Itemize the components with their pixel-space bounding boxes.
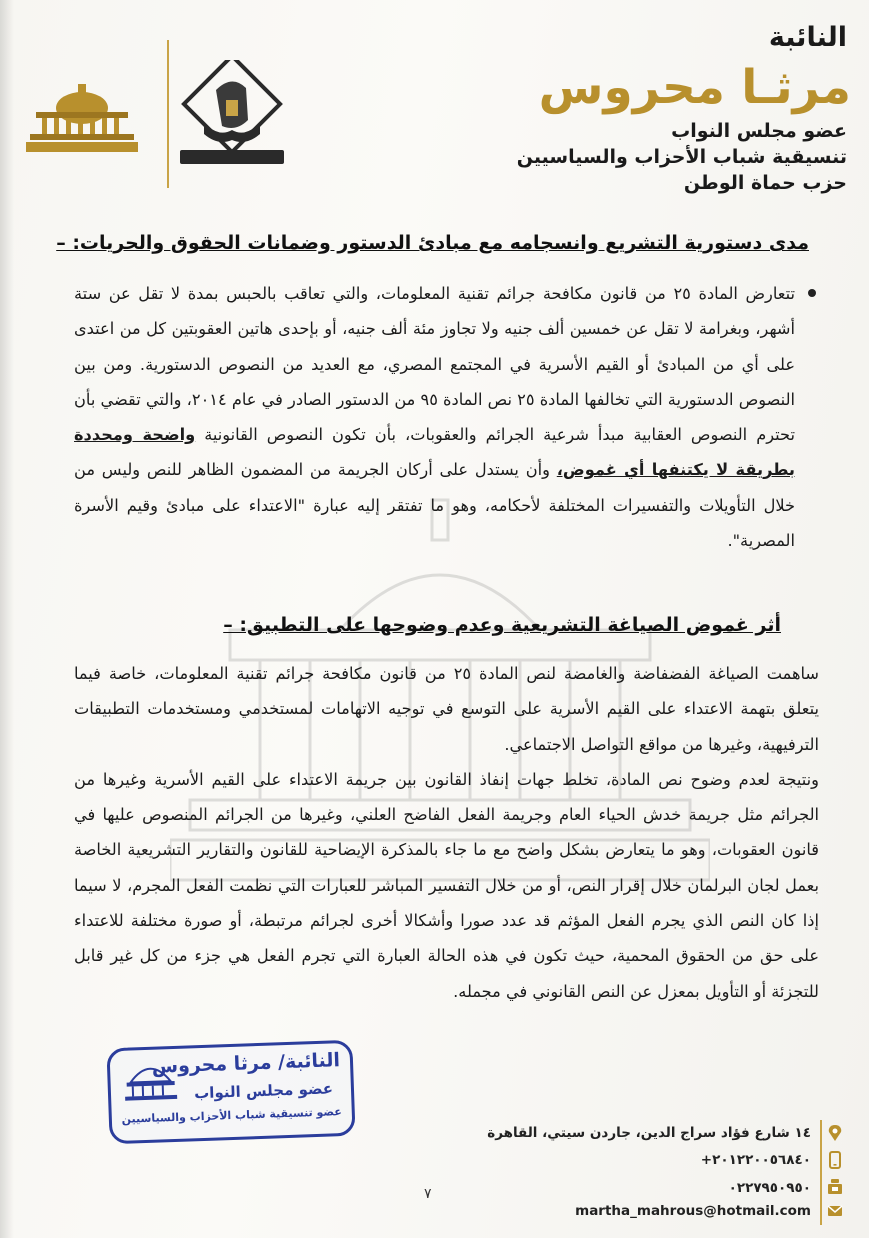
email-icon — [826, 1202, 844, 1220]
header-title: النائبة — [768, 22, 847, 53]
header-coordination: تنسيقية شباب الأحزاب والسياسيين — [516, 146, 847, 168]
section1-text-b: وأن يستدل على أركان الجريمة من المضمون الظاهر للنص وليس من خلال التأويلات والتفسيرات المختلفة لأحكامه، وهو ما تفتقر إليه عبارة "الاعتداء على مبادئ وقيم الأسرة المصرية". — [74, 460, 795, 551]
coordination-logo — [176, 60, 288, 170]
location-pin-icon — [826, 1124, 844, 1142]
header-divider — [167, 40, 169, 188]
header-role: عضو مجلس النواب — [671, 120, 847, 142]
section2-paragraph1 — [74, 656, 819, 1009]
page-number: ٧ — [424, 1186, 432, 1202]
section1-paragraph — [74, 276, 795, 558]
section2-text-1: ساهمت الصياغة الفضفاضة والغامضة لنص المادة ٢٥ من قانون مكافحة جرائم تقنية المعلومات، خاصة فيما يتعلق بتهمة الاعتداء على القيم الأسرية على التوسع في توجيه الاتهامات لمستخدمي ومستخدمات التطبيقات الترفيهية، وغيرها من مواقع التواصل الاجتماعي. — [74, 664, 819, 754]
mobile-phone-icon — [826, 1151, 844, 1169]
parliament-logo — [24, 82, 140, 154]
stamp-name: النائبة/ مرثا محروس — [151, 1049, 341, 1078]
header-name: مرثـا محروس — [538, 60, 851, 115]
section1-text-bold: واضحة ومحددة بطريقة لا يكتنفها أي غموض، — [74, 425, 795, 480]
section2-heading: أثر غموض الصياغة التشريعية وعدم وضوحها على التطبيق: – — [223, 614, 781, 636]
header-party: حزب حماة الوطن — [683, 172, 847, 194]
footer-phone: ٠٢٢٧٩٥٠٩٥٠ — [728, 1180, 811, 1196]
stamp-coordination: عضو تنسيقية شباب الأحزاب والسياسيين — [121, 1105, 342, 1126]
footer-email[interactable]: martha_mahrous@hotmail.com — [575, 1203, 811, 1219]
footer-mobile: +٢٠١٢٢٠٠٥٦٨٤٠ — [700, 1152, 811, 1168]
page-shadow — [0, 0, 14, 1238]
footer-address: ١٤ شارع فؤاد سراج الدين، جاردن سيتي، القاهرة — [487, 1125, 811, 1141]
section2-text-2: ونتيجة لعدم وضوح نص المادة، تخلط جهات إنفاذ القانون بين جريمة الاعتداء على القيم الأسرية وغيرها من الجرائم مثل جريمة خدش الحياء العام وجريمة الفعل الفاضح العلني، وغيرها من الجرائم المنصوص عليها في قانون العقوبات، وهو ما يتعارض بشكل واضح مع ما جاء بالمذكرة الإيضاحية للقانون والتقارير التشريعية الخاصة بعمل لجان البرلمان خلال إقرار النص، أو من خلال التفسير المباشر للعبارات التي نظمت الفعل المجرم، لا سيما إذا كان النص الذي يجرم الفعل المؤثم قد عدد صورا وأشكالا أخرى لجرائم مرتبطة، أو صورة مختلفة للاعتداء على حق من الحقوق المحمية، حيث تكون في هذه الحالة العبارة التي تجرم الفعل هي جزء من كل غير قابل للتجزئة أو التأويل بمعزل عن النص القانوني في مجمله. — [74, 769, 819, 1001]
landline-phone-icon — [826, 1177, 844, 1195]
official-stamp — [106, 1040, 355, 1145]
stamp-role: عضو مجلس النواب — [193, 1079, 334, 1103]
bullet-icon — [808, 289, 816, 297]
section1-heading: مدى دستورية التشريع وانسجامه مع مبادئ الدستور وضمانات الحقوق والحريات: – — [56, 232, 809, 254]
section1-text-a: تتعارض المادة ٢٥ من قانون مكافحة جرائم تقنية المعلومات، والتي تعاقب بالحبس بمدة لا تقل عن ستة أشهر، وبغرامة لا تقل عن خمسين ألف جنيه ولا تجاوز مئة ألف جنيه، أو بإحدى هاتين العقوبتين كل من اعتدى على أي من المبادئ أو القيم الأسرية في المجتمع المصري، مع العديد من النصوص الدستورية. ومن بين النصوص الدستورية التي تخالفها المادة ٢٥ نص المادة ٩٥ من الدستور الصادر في عام ٢٠١٤، والتي تقضي بأن تحترم النصوص العقابية مبدأ شرعية الجرائم والعقوبات، بأن تكون النصوص القانونية — [74, 284, 795, 445]
footer-divider — [820, 1120, 822, 1225]
